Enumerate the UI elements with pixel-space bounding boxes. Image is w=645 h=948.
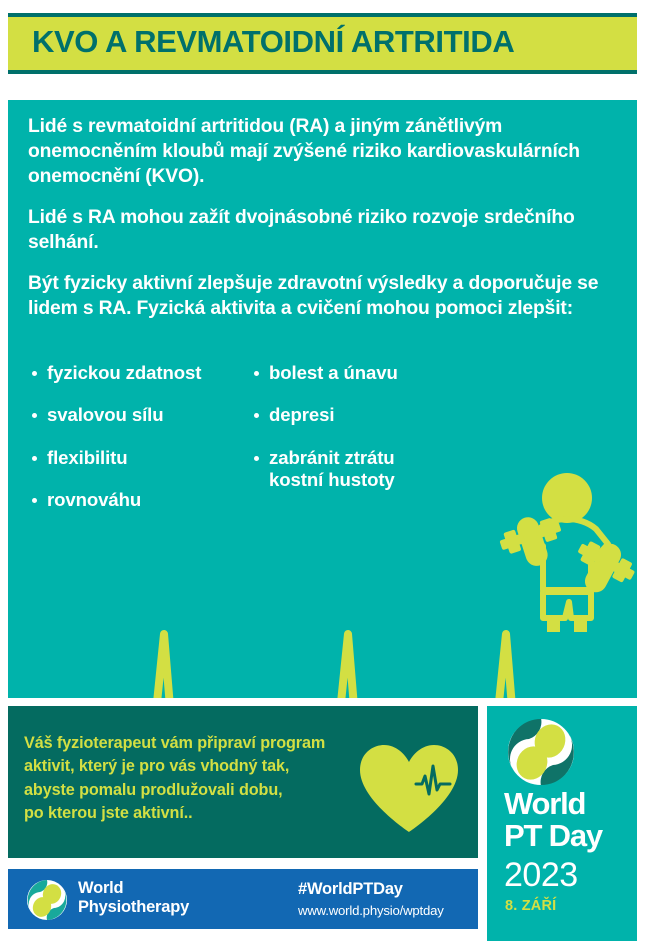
- callout-line-3: abyste pomalu prodlužovali dobu,: [24, 780, 283, 799]
- list-item: rovnováhu: [30, 489, 252, 511]
- callout-text: [24, 732, 354, 826]
- heartbeat-line-icon: [80, 612, 580, 698]
- list-item: bolest a únavu: [252, 362, 482, 384]
- world-pt-day-wordmark: [504, 788, 602, 852]
- paragraph-3: Být fyzicky aktivní zlepšuje zdravotní výsledky a doporučuje se lidem s RA. Fyzická aktivita a cvičení mohou pomoci zlepšit:: [28, 273, 599, 320]
- website-url[interactable]: www.world.physio/wptday: [298, 903, 444, 918]
- heart-with-heartbeat-icon: [356, 742, 462, 834]
- wordmark-line-2: PT Day: [504, 817, 602, 853]
- benefits-bullet-lists: [30, 362, 490, 531]
- org-line-1: World: [78, 879, 124, 897]
- world-pt-day-logo-panel: [487, 706, 637, 941]
- physiotherapist-callout-box: [8, 706, 478, 858]
- header-banner: [8, 13, 637, 74]
- wordmark-line-1: World: [504, 786, 586, 821]
- world-physiotherapy-pinwheel-icon: [26, 879, 68, 921]
- organisation-name: [78, 879, 189, 918]
- list-item-line-2: kostní hustoty: [269, 468, 395, 490]
- list-item: [252, 447, 482, 492]
- header-bottom-rule: [8, 70, 637, 74]
- body-copy: [28, 114, 618, 322]
- year-label: 2023: [504, 856, 578, 894]
- world-physiotherapy-pinwheel-icon: [505, 716, 577, 788]
- date-label: 8. ZÁŘÍ: [505, 898, 557, 914]
- main-content-panel: [8, 100, 637, 698]
- list-item: flexibilitu: [30, 447, 252, 469]
- header-band: [8, 17, 637, 70]
- list-item-line-1: zabránit ztrátu: [269, 446, 395, 468]
- callout-line-1: Váš fyzioterapeut vám připraví program: [24, 734, 326, 752]
- list-item: svalovou sílu: [30, 404, 252, 426]
- org-line-2: Physiotherapy: [78, 898, 190, 917]
- person-lifting-dumbbells-icon: [495, 472, 637, 632]
- paragraph-2: Lidé s RA mohou zažít dvojnásobné riziko rozvoje srdečního selhání.: [28, 207, 575, 254]
- callout-line-2: aktivit, který je pro vás vhodný tak,: [24, 757, 290, 776]
- hashtag-label: #WorldPTDay: [298, 880, 403, 898]
- paragraph-1: Lidé s revmatoidní artritidou (RA) a jiným zánětlivým onemocněním kloubů mají zvýšené riziko kardiovaskulárních onemocnění (KVO).: [28, 116, 580, 188]
- footer-bar: [8, 869, 478, 929]
- list-item: depresi: [252, 404, 482, 426]
- list-item: fyzickou zdatnost: [30, 362, 252, 384]
- bullet-column-left: [30, 362, 252, 531]
- page-title: KVO A REVMATOIDNÍ ARTRITIDA: [32, 24, 515, 59]
- bullet-column-right: [252, 362, 482, 531]
- callout-line-4: po kterou jste aktivní..: [24, 804, 193, 823]
